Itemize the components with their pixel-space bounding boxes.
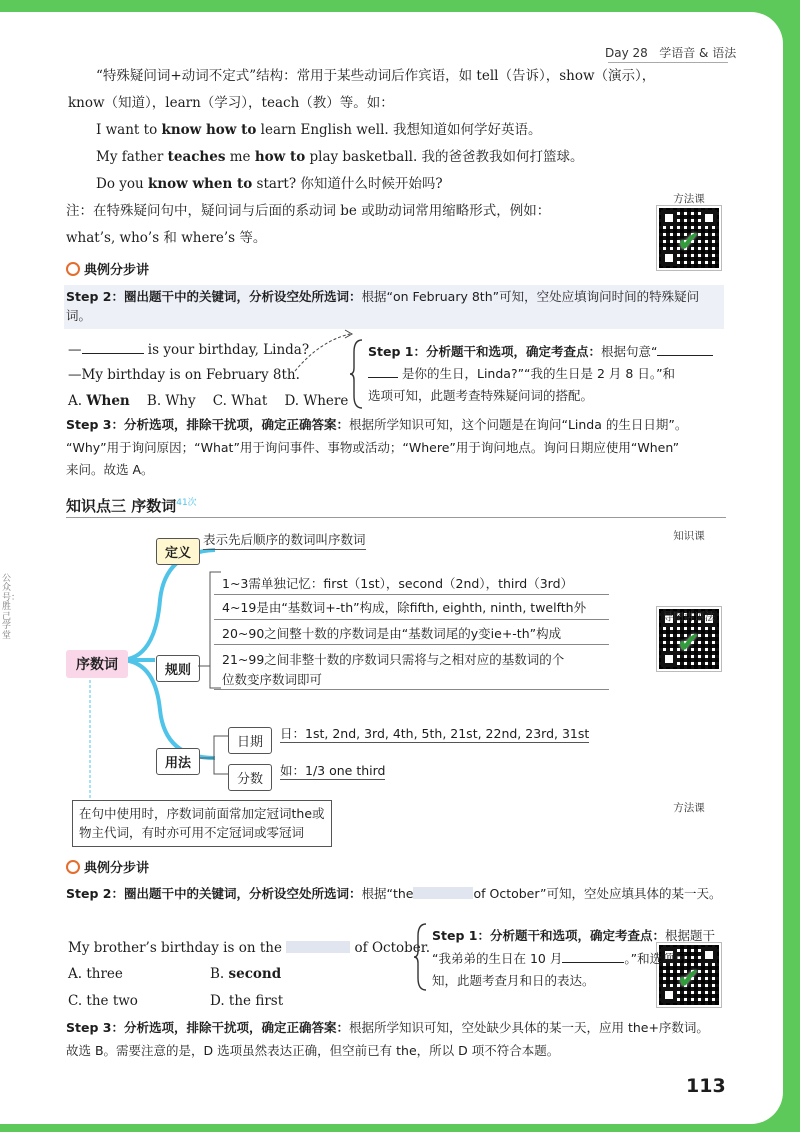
rule-divider-3 xyxy=(214,644,609,645)
ex2-step2-post: of October”可知，空处应填具体的某一天。 xyxy=(473,886,722,901)
q2-option-d: D. the first xyxy=(210,993,284,1009)
step2-label: Step 2：圈出题干中的关键词，分析设空处所选词： xyxy=(66,289,362,304)
ex2-step1-text2-post: 。”和选项可 xyxy=(624,950,688,966)
example-sentence-1 xyxy=(96,120,541,140)
step3-text3: 来问。故选 A。 xyxy=(66,462,154,477)
definition-text: 表示先后顺序的数词叫序数词 xyxy=(203,530,366,550)
q2-option-c: C. the two xyxy=(68,993,138,1009)
rule-5: 位数变序数词即可 xyxy=(222,672,323,687)
ex2-step2-label: Step 2：圈出题干中的关键词，分析设空处所选词： xyxy=(66,886,362,901)
qr-label-method-1: 方法课 xyxy=(673,193,705,205)
q1-post: is your birthday, Linda? xyxy=(143,342,310,358)
ex1-post: learn English well. 我想知道如何学好英语。 xyxy=(256,122,542,138)
example2-step1 xyxy=(432,925,732,993)
date-text: 日：1st, 2nd, 3rd, 4th, 5th, 21st, 22nd, 23rd, 31st xyxy=(280,726,590,741)
usage-bracket xyxy=(200,728,230,788)
step3-text2: “Why”用于询问原因；“What”用于询问事件、事物或活动；“Where”用于询问地点。询问日期应使用“When” xyxy=(66,439,680,455)
mindmap-center: 序数词 xyxy=(66,650,128,678)
q1-dash: — xyxy=(68,342,82,358)
example-sentence-3 xyxy=(96,174,443,194)
example1-step2 xyxy=(66,287,726,326)
header-rule xyxy=(608,62,728,63)
option-c: C. What xyxy=(212,393,268,409)
step1-text2: 是你的生日，Linda?”“我的生日是 2 月 8 日。”和 xyxy=(401,365,676,381)
step1-label: Step 1：分析题干和选项，确定考查点： xyxy=(368,344,601,359)
note-line-2: what’s, who’s 和 where’s 等。 xyxy=(66,230,267,246)
qr-code-icon-3[interactable]: ✔ xyxy=(657,943,721,1007)
section-title xyxy=(66,495,197,516)
qr-label-method-2: 方法课 xyxy=(673,802,705,814)
step1-text1: 根据句意“ xyxy=(600,344,658,359)
page-number: 113 xyxy=(686,1075,726,1097)
example2-step3 xyxy=(66,1017,756,1062)
q2-post: of October. xyxy=(354,940,431,956)
q2-opt-b-prefix: B. xyxy=(210,966,229,982)
note-line-1: 注：在特殊疑问句中，疑问词与后面的系动词 be 或助动词常用缩略形式，例如： xyxy=(66,203,551,219)
ex2-step2-blank xyxy=(413,887,473,899)
ex3-bold: know when to xyxy=(147,176,253,192)
example1-heading xyxy=(66,259,149,278)
usage-note-box xyxy=(72,800,332,847)
ex3-post: start? 你知道什么时候开始吗? xyxy=(252,176,443,192)
q2-opt-b-answer: second xyxy=(228,966,282,982)
ex1-pre: I want to xyxy=(96,122,162,138)
ex2-post: play basketball. 我的爸爸教我如何打篮球。 xyxy=(305,149,584,165)
option-d: D. Where xyxy=(284,393,349,409)
question1-line1 xyxy=(68,340,309,360)
intro-line-1: “特殊疑问词+动词不定式”结构：常用于某些动词后作宾语，如 tell（告诉），show（演示）， xyxy=(96,68,656,84)
side-watermark: 公众号：胜己学堂 xyxy=(2,574,21,641)
ex2-pre: My father xyxy=(96,149,168,165)
ex3-pre: Do you xyxy=(96,176,148,192)
question1-line2: —My birthday is on February 8th. xyxy=(68,367,300,383)
step1-blank-2 xyxy=(368,377,398,378)
ex2-step3-label: Step 3：分析选项，排除干扰项，确定正确答案： xyxy=(66,1020,349,1035)
usage-note-1: 在句中使用时，序数词前面常加定冠词the或 xyxy=(79,806,325,821)
rules-node: 规则 xyxy=(156,655,200,682)
date-node: 日期 xyxy=(228,727,272,754)
rule-divider-2 xyxy=(214,619,609,620)
opt-a-prefix: A. xyxy=(68,393,87,409)
q2-pre: My brother’s birthday is on the xyxy=(68,940,282,956)
fraction-node: 分数 xyxy=(228,764,272,791)
step1-blank xyxy=(657,355,713,356)
rule-divider-4 xyxy=(214,689,609,690)
ex1-bold: know how to xyxy=(161,122,257,138)
example2-step2 xyxy=(66,884,722,903)
ex2-step1-blank xyxy=(562,962,624,963)
question2-stem xyxy=(68,938,430,958)
example1-step3 xyxy=(66,414,746,482)
step2-text2: 词。 xyxy=(66,308,92,324)
ex2-step1-label: Step 1：分析题干和选项，确定考查点： xyxy=(432,928,665,943)
example2-heading-text: 典例分步讲 xyxy=(84,861,150,876)
example2-heading xyxy=(66,857,149,876)
frequency-count: 41次 xyxy=(176,498,197,508)
ex2-mid: me xyxy=(225,149,255,165)
example1-heading-text: 典例分步讲 xyxy=(84,263,150,278)
answer-blank xyxy=(82,353,144,354)
intro-line-2: know（知道），learn（学习），teach（教）等。如： xyxy=(68,95,394,111)
step2-text: 根据“on February 8th”可知，空处应填询问时间的特殊疑问 xyxy=(361,289,700,304)
brace xyxy=(350,338,364,410)
definition-node: 定义 xyxy=(156,538,200,565)
day-label: Day 28 xyxy=(605,46,648,60)
usage-node: 用法 xyxy=(156,748,200,775)
ex2-bold2: how to xyxy=(254,149,306,165)
rule-1: 1~3需单独记忆：first（1st），second（2nd），third（3rd） xyxy=(222,576,574,591)
brace-2 xyxy=(414,922,428,992)
section-rule xyxy=(66,517,726,518)
ex2-step3-text1: 根据所学知识可知，空处缺少具体的某一天，应用 the+序数词。 xyxy=(348,1020,709,1035)
option-b: B. Why xyxy=(146,393,196,409)
qr-code-icon-2[interactable]: ✔ xyxy=(657,607,721,671)
q2-option-a: A. three xyxy=(68,966,123,982)
rule-divider-1 xyxy=(214,594,609,595)
option-a: When xyxy=(86,393,130,409)
section-title-text: 知识点三 序数词 xyxy=(66,497,177,515)
usage-note-2: 物主代词，有时亦可用不定冠词或零冠词 xyxy=(79,825,305,841)
q2-blank xyxy=(286,941,350,953)
running-header xyxy=(605,44,736,61)
fraction-text: 如：1/3 one third xyxy=(280,763,386,778)
qr-sub-label: 导图讲语法 xyxy=(662,611,716,623)
step1-text3: 选项可知，此题考查特殊疑问词的搭配。 xyxy=(368,387,594,403)
rule-4: 21~99之间非整十数的序数词只需将与之相对应的基数词的个 xyxy=(222,652,565,667)
ex2-step1-text3: 知，此题考查月和日的表达。 xyxy=(432,973,595,988)
rule-3: 20~90之间整十数的序数词是由“基数词尾的y变ie+-th”构成 xyxy=(222,626,562,641)
ex2-step1-text2-pre: “我弟弟的生日在 10 月 xyxy=(432,950,563,966)
example1-step1 xyxy=(368,341,728,407)
subject-label: 学语音 & 语法 xyxy=(659,46,737,60)
rule-2: 4~19是由“基数词+-th”构成，除fifth, eighth, ninth, twelfth外 xyxy=(222,600,587,615)
qr-code-icon[interactable]: ✔ xyxy=(657,206,721,270)
ex2-bold1: teaches xyxy=(167,149,226,165)
ex2-step3-text2: 故选 B。需要注意的是，D 选项虽然表达正确，但空前已有 the，所以 D 项不符合本题。 xyxy=(66,1042,560,1058)
step3-text1: 根据所学知识可知，这个问题是在询问“Linda 的生日日期”。 xyxy=(348,417,688,432)
step3-label: Step 3：分析选项，排除干扰项，确定正确答案： xyxy=(66,417,349,432)
ex2-step2-pre: 根据“the xyxy=(361,886,414,901)
target-icon xyxy=(66,262,80,276)
qr-label-knowledge: 知识课 xyxy=(673,530,705,542)
question1-options xyxy=(68,391,348,411)
target-icon-2 xyxy=(66,860,80,874)
ex2-step1-text1: 根据题干 xyxy=(664,928,715,943)
example-sentence-2 xyxy=(96,147,584,167)
q2-option-b xyxy=(210,964,281,984)
